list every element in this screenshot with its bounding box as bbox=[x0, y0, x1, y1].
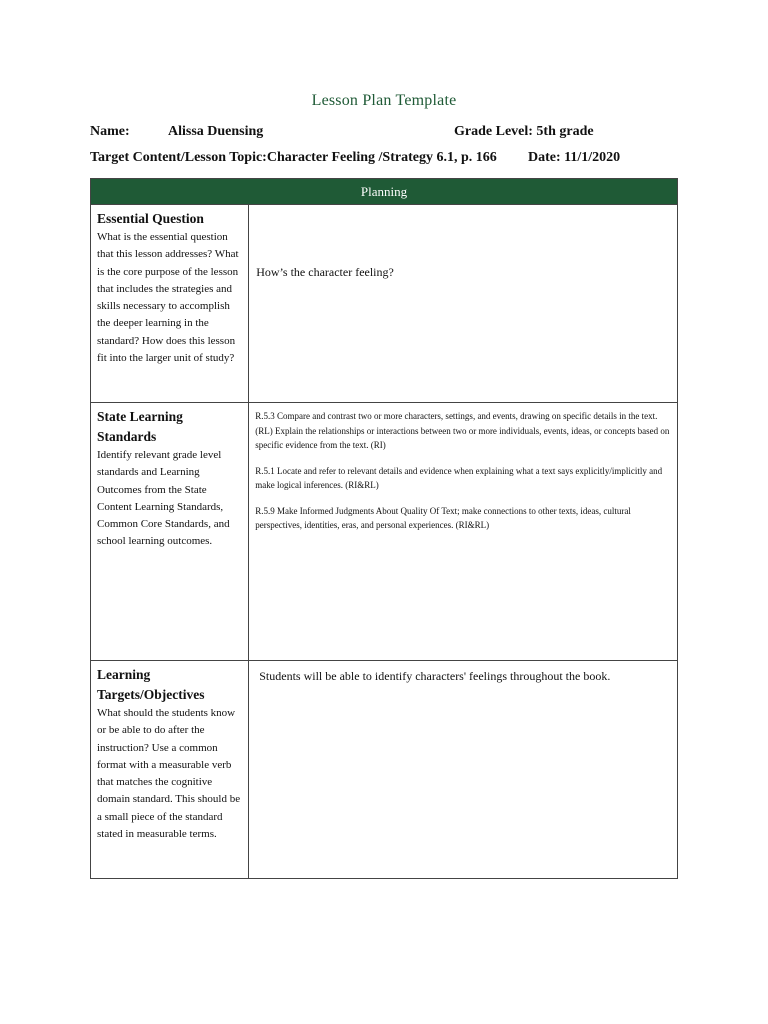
standard-r-5-3: R.5.3 Compare and contrast two or more characters, settings, and events, drawing on specific details in the text. (RL) Explain the relationships or interactions between two or more individuals, events, ideas, or concepts based on specific evidence from the text. (RI) bbox=[255, 411, 670, 450]
lesson-date: Date: 11/1/2020 bbox=[528, 150, 621, 165]
state-standards-description: Identify relevant grade level standards and Learning Outcomes from the State Content Learning Standards, Common Core Standards, and school learning outcomes. bbox=[97, 449, 230, 548]
state-standards-content-cell[interactable] bbox=[249, 403, 678, 661]
table-row-learning-targets bbox=[91, 661, 678, 879]
state-standards-list bbox=[255, 409, 671, 533]
learning-targets-content-cell[interactable] bbox=[249, 661, 678, 879]
essential-question-answer: How’s the character feeling? bbox=[256, 265, 394, 279]
essential-question-description: What is the essential question that this lesson addresses? What is the core purpose of the lesson that includes the strategies and skills necessary to accomplish the deeper learning in the standard? How does this lesson fit into the larger unit of study? bbox=[97, 231, 239, 365]
grade-level: Grade Level: 5th grade bbox=[454, 124, 594, 139]
learning-targets-answer: Students will be able to identify characters' feelings throughout the book. bbox=[259, 669, 611, 683]
state-standards-title: State Learning Standards bbox=[97, 409, 183, 444]
learning-targets-label-cell bbox=[91, 661, 249, 879]
essential-question-content-cell[interactable] bbox=[249, 205, 678, 403]
essential-question-label-cell bbox=[91, 205, 249, 403]
page-title: Lesson Plan Template bbox=[311, 92, 457, 109]
standard-r-5-1: R.5.1 Locate and refer to relevant details and evidence when explaining what a text says explicitly/implicitly and make logical inferences. (RI&RL) bbox=[255, 465, 663, 490]
table-row-essential-question bbox=[91, 205, 678, 403]
essential-question-title: Essential Question bbox=[97, 211, 204, 226]
state-standards-label-cell bbox=[91, 403, 249, 661]
planning-table bbox=[90, 178, 678, 879]
table-row-state-standards bbox=[91, 403, 678, 661]
name-label: Name: bbox=[90, 124, 130, 139]
lesson-topic: Target Content/Lesson Topic:Character Feeling /Strategy 6.1, p. 166 bbox=[90, 150, 497, 165]
learning-targets-title: Learning Targets/Objectives bbox=[97, 667, 205, 702]
planning-header: Planning bbox=[91, 179, 678, 205]
standard-r-5-9: R.5.9 Make Informed Judgments About Quality Of Text; make connections to other texts, ideas, cultural perspectives, identities, eras, and personal experiences. (RI&RL) bbox=[255, 505, 631, 530]
name-value: Alissa Duensing bbox=[168, 124, 264, 139]
learning-targets-description: What should the students know or be able to do after the instruction? Use a common format with a measurable verb that matches the cognitive domain standard. This should be a small piece of the standard stated in measurable terms. bbox=[97, 707, 241, 841]
